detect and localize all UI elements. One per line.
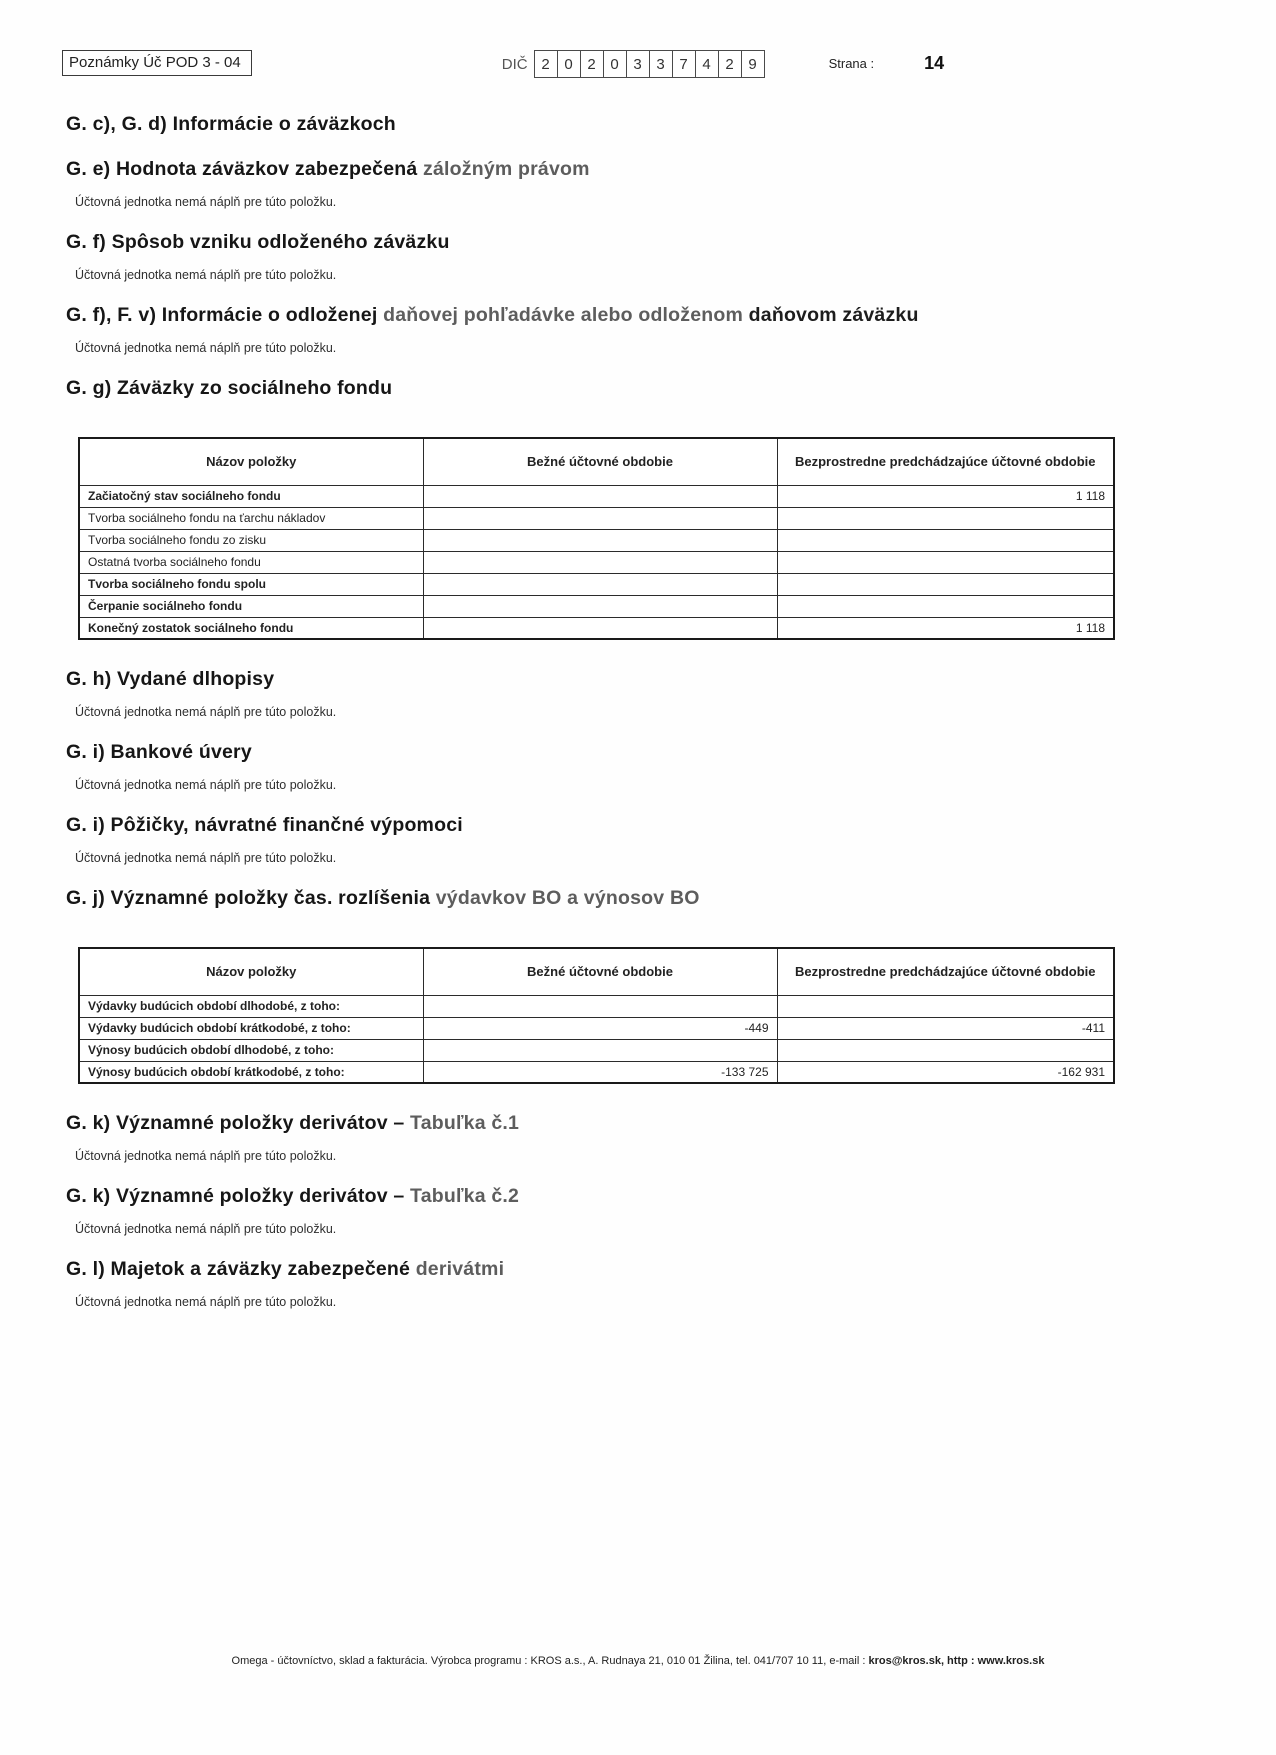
dic-digit-box: 0 — [557, 50, 581, 78]
value-previous — [777, 529, 1114, 551]
section-title-g-f — [66, 230, 1011, 255]
section-title-g-h — [66, 667, 1011, 692]
dic-group — [502, 50, 765, 78]
table-row — [79, 551, 1114, 573]
table-row — [79, 1039, 1114, 1061]
table-row — [79, 995, 1114, 1017]
value-previous: 1 118 — [777, 617, 1114, 639]
table-header-row — [79, 948, 1114, 995]
value-current — [423, 1039, 777, 1061]
row-label: Začiatočný stav sociálneho fondu — [79, 485, 423, 507]
empty-note: Účtovná jednotka nemá náplň pre túto položku. — [75, 341, 337, 355]
value-current — [423, 573, 777, 595]
dic-digit-box: 2 — [580, 50, 604, 78]
section-title-text: G. f) Spôsob vzniku odloženého záväzku — [66, 231, 450, 253]
section-title-g-k1 — [66, 1111, 1011, 1136]
dic-digit-box: 2 — [534, 50, 558, 78]
table-row — [79, 507, 1114, 529]
empty-note: Účtovná jednotka nemá náplň pre túto položku. — [75, 705, 337, 719]
section-title-text: G. k) Významné položky derivátov – — [66, 1112, 405, 1134]
value-current: -449 — [423, 1017, 777, 1039]
section-title-text: G. f), F. v) Informácie o odloženej — [66, 304, 378, 326]
column-header-previous-period: Bezprostredne predchádzajúce účtovné obdobie — [777, 948, 1114, 995]
dic-digit-box: 2 — [718, 50, 742, 78]
section-title-text-tail: daňovom záväzku — [748, 304, 919, 326]
section-title-text-light: Tabuľka č.1 — [410, 1112, 520, 1134]
value-previous: 1 118 — [777, 485, 1114, 507]
row-label: Tvorba sociálneho fondu spolu — [79, 573, 423, 595]
column-header-name: Názov položky — [79, 438, 423, 485]
row-label: Tvorba sociálneho fondu zo zisku — [79, 529, 423, 551]
document-content — [0, 112, 1276, 1310]
section-title-text: G. h) Vydané dlhopisy — [66, 668, 275, 690]
table-row — [79, 1017, 1114, 1039]
empty-note: Účtovná jednotka nemá náplň pre túto položku. — [75, 1149, 337, 1163]
section-title-text-light: záložným právom — [423, 158, 590, 180]
row-label: Ostatná tvorba sociálneho fondu — [79, 551, 423, 573]
row-label: Tvorba sociálneho fondu na ťarchu nákladov — [79, 507, 423, 529]
page-number: 14 — [924, 53, 945, 73]
section-title-text: G. i) Bankové úvery — [66, 741, 252, 763]
table-row — [79, 529, 1114, 551]
value-previous: -411 — [777, 1017, 1114, 1039]
value-previous — [777, 573, 1114, 595]
value-current — [423, 485, 777, 507]
table-row — [79, 1061, 1114, 1083]
section-title-g-g — [66, 376, 1011, 401]
value-previous — [777, 507, 1114, 529]
accruals-table — [78, 947, 1115, 1084]
table-header-row — [79, 438, 1114, 485]
section-title-text-light: daňovej pohľadávke alebo odloženom — [383, 304, 744, 326]
value-previous — [777, 995, 1114, 1017]
value-current — [423, 529, 777, 551]
row-label: Výnosy budúcich období dlhodobé, z toho: — [79, 1039, 423, 1061]
empty-note: Účtovná jednotka nemá náplň pre túto položku. — [75, 195, 337, 209]
dic-digit-box: 3 — [649, 50, 673, 78]
section-title-text: G. i) Pôžičky, návratné finančné výpomoci — [66, 814, 463, 836]
column-header-previous-period: Bezprostredne predchádzajúce účtovné obdobie — [777, 438, 1114, 485]
empty-note: Účtovná jednotka nemá náplň pre túto položku. — [75, 1222, 337, 1236]
empty-note: Účtovná jednotka nemá náplň pre túto položku. — [75, 851, 337, 865]
dic-label: DIČ — [501, 55, 528, 73]
section-title-text: G. g) Záväzky zo sociálneho fondu — [66, 377, 393, 399]
value-current: -133 725 — [423, 1061, 777, 1083]
dic-digit-box: 4 — [695, 50, 719, 78]
footer-text — [0, 1655, 1276, 1667]
value-current — [423, 617, 777, 639]
dic-digit-boxes — [535, 50, 765, 78]
table-row — [79, 617, 1114, 639]
value-current — [423, 551, 777, 573]
social-fund-table — [78, 437, 1115, 640]
row-label: Výdavky budúcich období dlhodobé, z toho: — [79, 995, 423, 1017]
value-current — [423, 507, 777, 529]
section-title-text-light: Tabuľka č.2 — [410, 1185, 520, 1207]
column-header-current-period: Bežné účtovné obdobie — [423, 438, 777, 485]
section-title-text-light: výdavkov BO a výnosov BO — [435, 887, 700, 909]
section-title-g-l — [66, 1257, 1011, 1282]
footer-text-normal: Omega - účtovníctvo, sklad a fakturácia. Výrobca programu : KROS a.s., A. Rudnaya 21, 010 01 Žilina, tel. 041/707 10 11, e-mail : — [231, 1655, 869, 1667]
table-row — [79, 485, 1114, 507]
section-title-g-i-loans — [66, 813, 1011, 838]
value-previous: -162 931 — [777, 1061, 1114, 1083]
table-row — [79, 573, 1114, 595]
section-title-g-i-bank — [66, 740, 1011, 765]
section-title-g-fv — [66, 303, 1011, 328]
empty-note: Účtovná jednotka nemá náplň pre túto položku. — [75, 268, 337, 282]
dic-digit-box: 0 — [603, 50, 627, 78]
empty-note: Účtovná jednotka nemá náplň pre túto položku. — [75, 778, 337, 792]
row-label: Konečný zostatok sociálneho fondu — [79, 617, 423, 639]
section-title-text: G. c), G. d) Informácie o záväzkoch — [66, 113, 396, 135]
empty-note: Účtovná jednotka nemá náplň pre túto položku. — [75, 1295, 337, 1309]
column-header-current-period: Bežné účtovné obdobie — [423, 948, 777, 995]
value-previous — [777, 595, 1114, 617]
dic-digit-box: 9 — [741, 50, 765, 78]
page-label: Strana : — [828, 56, 875, 71]
row-label: Výnosy budúcich období krátkodobé, z toho: — [79, 1061, 423, 1083]
dic-digit-box: 7 — [672, 50, 696, 78]
section-title-g-k2 — [66, 1184, 1011, 1209]
table-row — [79, 595, 1114, 617]
value-previous — [777, 551, 1114, 573]
section-title-text: G. j) Významné položky čas. rozlíšenia — [66, 887, 431, 909]
section-title-text-light: derivátmi — [415, 1258, 505, 1280]
footer-text-bold: kros@kros.sk, http : www.kros.sk — [868, 1655, 1045, 1667]
form-id-box: Poznámky Úč POD 3 - 04 — [62, 50, 252, 76]
value-previous — [777, 1039, 1114, 1061]
section-title-g-e — [66, 157, 1011, 182]
row-label: Výdavky budúcich období krátkodobé, z toho: — [79, 1017, 423, 1039]
section-title-g-j — [66, 886, 1011, 911]
section-title-text: G. l) Majetok a záväzky zabezpečené — [66, 1258, 411, 1280]
row-label: Čerpanie sociálneho fondu — [79, 595, 423, 617]
dic-digit-box: 3 — [626, 50, 650, 78]
section-title-text: G. k) Významné položky derivátov – — [66, 1185, 405, 1207]
value-current — [423, 995, 777, 1017]
column-header-name: Názov položky — [79, 948, 423, 995]
value-current — [423, 595, 777, 617]
section-title-g-cd — [66, 112, 1011, 137]
section-title-text: G. e) Hodnota záväzkov zabezpečená — [66, 158, 418, 180]
document-header — [62, 0, 1276, 86]
